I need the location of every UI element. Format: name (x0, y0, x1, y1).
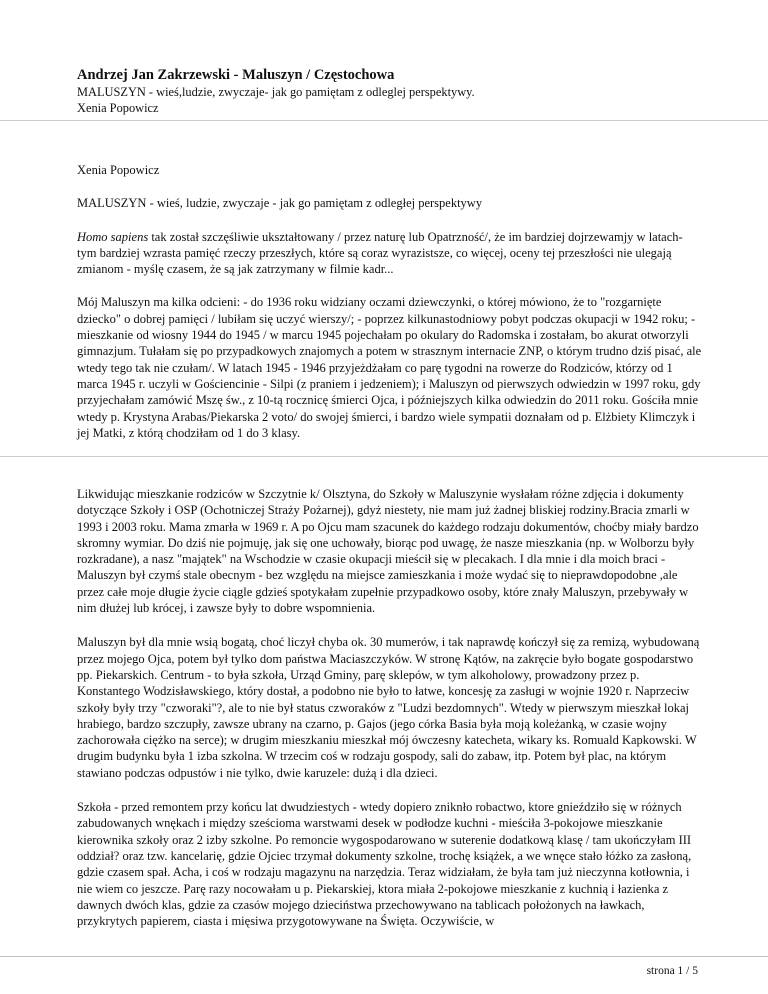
paragraph-text: tak został szczęśliwie ukształtowany / przez naturę lub Opatrzność/, że im bardziej dojrzewamjy w latach- tym bardziej wzrasta pamięć rzeczy przeszłych, które są coraz wyrazistsze, co więcej, oceny tej przeszłości nie ulegają zmianom - myślę czasem, że są jak zatrzymany w filmie kadr... (77, 229, 683, 277)
paragraph (77, 229, 702, 278)
document-author: Xenia Popowicz (77, 101, 159, 115)
paragraph: Maluszyn był dla mnie wsią bogatą, choć liczył chyba ok. 30 mumerów, i tak naprawdę kończył się za remizą, wybudowaną przez mojego Ojca, potem był tylko dom państwa Maciaszczyków. W stronę Kątów, na zakręcie było bogate gospodarstwo pp. Piekarskich. Centrum - to była szkoła, Urząd Gminy, parę sklepów, w tym alkoholowy, prowadzony przez p. Konstantego Wodzisławskiego, który dostał, a podobno nie było to łatwe, koncesję za zasługi w wojnie 1920 r. Naprzeciw szkoły były trzy "czworaki"?, ale to nie był status czworaków z "Ludzi bezdomnych". Wtedy w pierwszym mieszkał lokaj hrabiego, bardzo szczupły, zawsze ubrany na czarno, p. Gajos (jego córka Basia była moją koleżanką, w czasie wojny zachorowała ciężko na serce); w drugim mieszkaniu mieszkał mój ówczesny katecheta, wikary ks. Romuald Kapkowski. W drugim budynku była 1 izba szkolna. W trzecim coś w rodzaju gospody, sali do zabaw, itp. Potem był plac, na którym stawiano podczas odpustów i nie tylko, dwie karuzele: dużą i dla dzieci. (77, 635, 700, 780)
page-footer (0, 956, 768, 981)
section-divider (0, 456, 768, 457)
article-author: Xenia Popowicz (77, 163, 160, 177)
header-divider (0, 120, 768, 121)
document-title: Andrzej Jan Zakrzewski - Maluszyn / Częstochowa (77, 67, 395, 83)
article-intro (77, 162, 702, 441)
article-body (77, 486, 702, 929)
paragraph: Mój Maluszyn ma kilka odcieni: - do 1936 roku widziany oczami dziewczynki, o której mówiono, że to "rozgarnięte dziecko" o dobrej pamięci / lubiłam się uczyć wierszy/; - poprzez kilkunastodniowy pobyt podczas okupacji w 1942 roku; - mieszkanie od wiosny 1944 do 1945 / w marcu 1945 pojechałam po okulary do Radomska i zostałam, bo akurat otworzyli gimnazjum. Tułałam się po przypadkowych znajomych a potem w strasznym internacie ZNP, o którym trudno dziś pisać, ale wtedy tego tak nie czułam/. W latach 1945 - 1946 przyjeżdżałam co parę tygodni na rowerze do Rodziców, którzy od 1 marca 1945 r. uczyli w Gościencinie - Silpi (z praniem i jedzeniem); i Maluszyn od pierwszych odwiedzin w 1997 roku, gdy przyjechałam zamówić Mszę św., z 10-tą rocznicę śmierci Ojca, i późniejszych kilka odwiedzin do 2011 roku. Gościła mnie wtedy p. Krystyna Arabas/Piekarska 2 voto/ do swojej śmierci, i bardzo wiele sympatii doznałam od p. Elżbiety Klimczyk i jej Matki, z którą chodziłam od 1 do 3 klasy. (77, 295, 702, 440)
page-number: strona 1 / 5 (646, 965, 698, 977)
document-subtitle: MALUSZYN - wieś,ludzie, zwyczaje- jak go pamiętam z odleglej perspektywy. (77, 85, 475, 99)
paragraph: Likwidując mieszkanie rodziców w Szczytnie k/ Olsztyna, do Szkoły w Maluszynie wysłałam różne zdjęcia i dokumenty dotyczące Szkoły i OSP (Ochotniczej Straży Pożarnej), gdyż niestety, nie mam już żadnej bliskiej rodziny.Bracia zmarli w 1993 i 2003 roku. Mama zmarła w 1969 r. A po Ojcu mam szacunek do każdego rodzaju dokumentów, choćby miały bardzo skromny wymiar. Do dziś nie pojmuję, jak się one uchowały, biorąc pod uwagę, że nasze mieszkania (np. w Wolborzu były rozkradane), a nasz "majątek" na Wschodzie w czasie okupacji mieścił się w plecakach. I dla mnie i dla moich braci - Maluszyn był czymś stale obecnym - bez względu na miejsce zamieszkania i może wydać się to nieprawdopodobne ,ale przez całe moje długie życie ciągle gdzieś spotykałam zupełnie przypadkowo osoby, które znały Maluszyn, przebywały w nim dłużej lub krócej, i zawsze były to dobre wspomnienia. (77, 487, 699, 616)
article-title: MALUSZYN - wieś, ludzie, zwyczaje - jak go pamiętam z odległej perspektywy (77, 196, 483, 211)
emphasis-text: Homo sapiens (77, 229, 149, 244)
paragraph: Szkoła - przed remontem przy końcu lat dwudziestych - wtedy dopiero zniknło robactwo, ktore gnieździło się w różnych zabudowanych wnękach i między sześcioma warstwami desek w podłodze kuchni - mieściła 3-pokojowe mieszkanie kierownika szkoły oraz 2 izby szkolne. Po remoncie wygospodarowano w suterenie dodatkową klasę / tam ukończyłam III oddział? oraz tzw. kancelarię, gdzie Ojciec trzymał dokumenty szkolne, trochę książek, a we wnęce stało łóżko za zasłoną, gdzie czasem spał. Acha, i coś w rodzaju magazynu na narzędzia. Teraz widziałam, że była tam już nieczynna kotłownia, i nie wiem co jeszcze. Parę razy nocowałam u p. Piekarskiej, ktora miała 2-pokojowe mieszkanie z kuchnią i łazienka z dawnych dwóch klas, gdzie za czasów mojego dzieciństwa przechowywano na tablicach położonych na ławkach, przykrytych papierem, ciasta i mięsiwa przygotowywane na Święta. Oczywiście, w (77, 800, 692, 929)
document-header (77, 66, 697, 116)
